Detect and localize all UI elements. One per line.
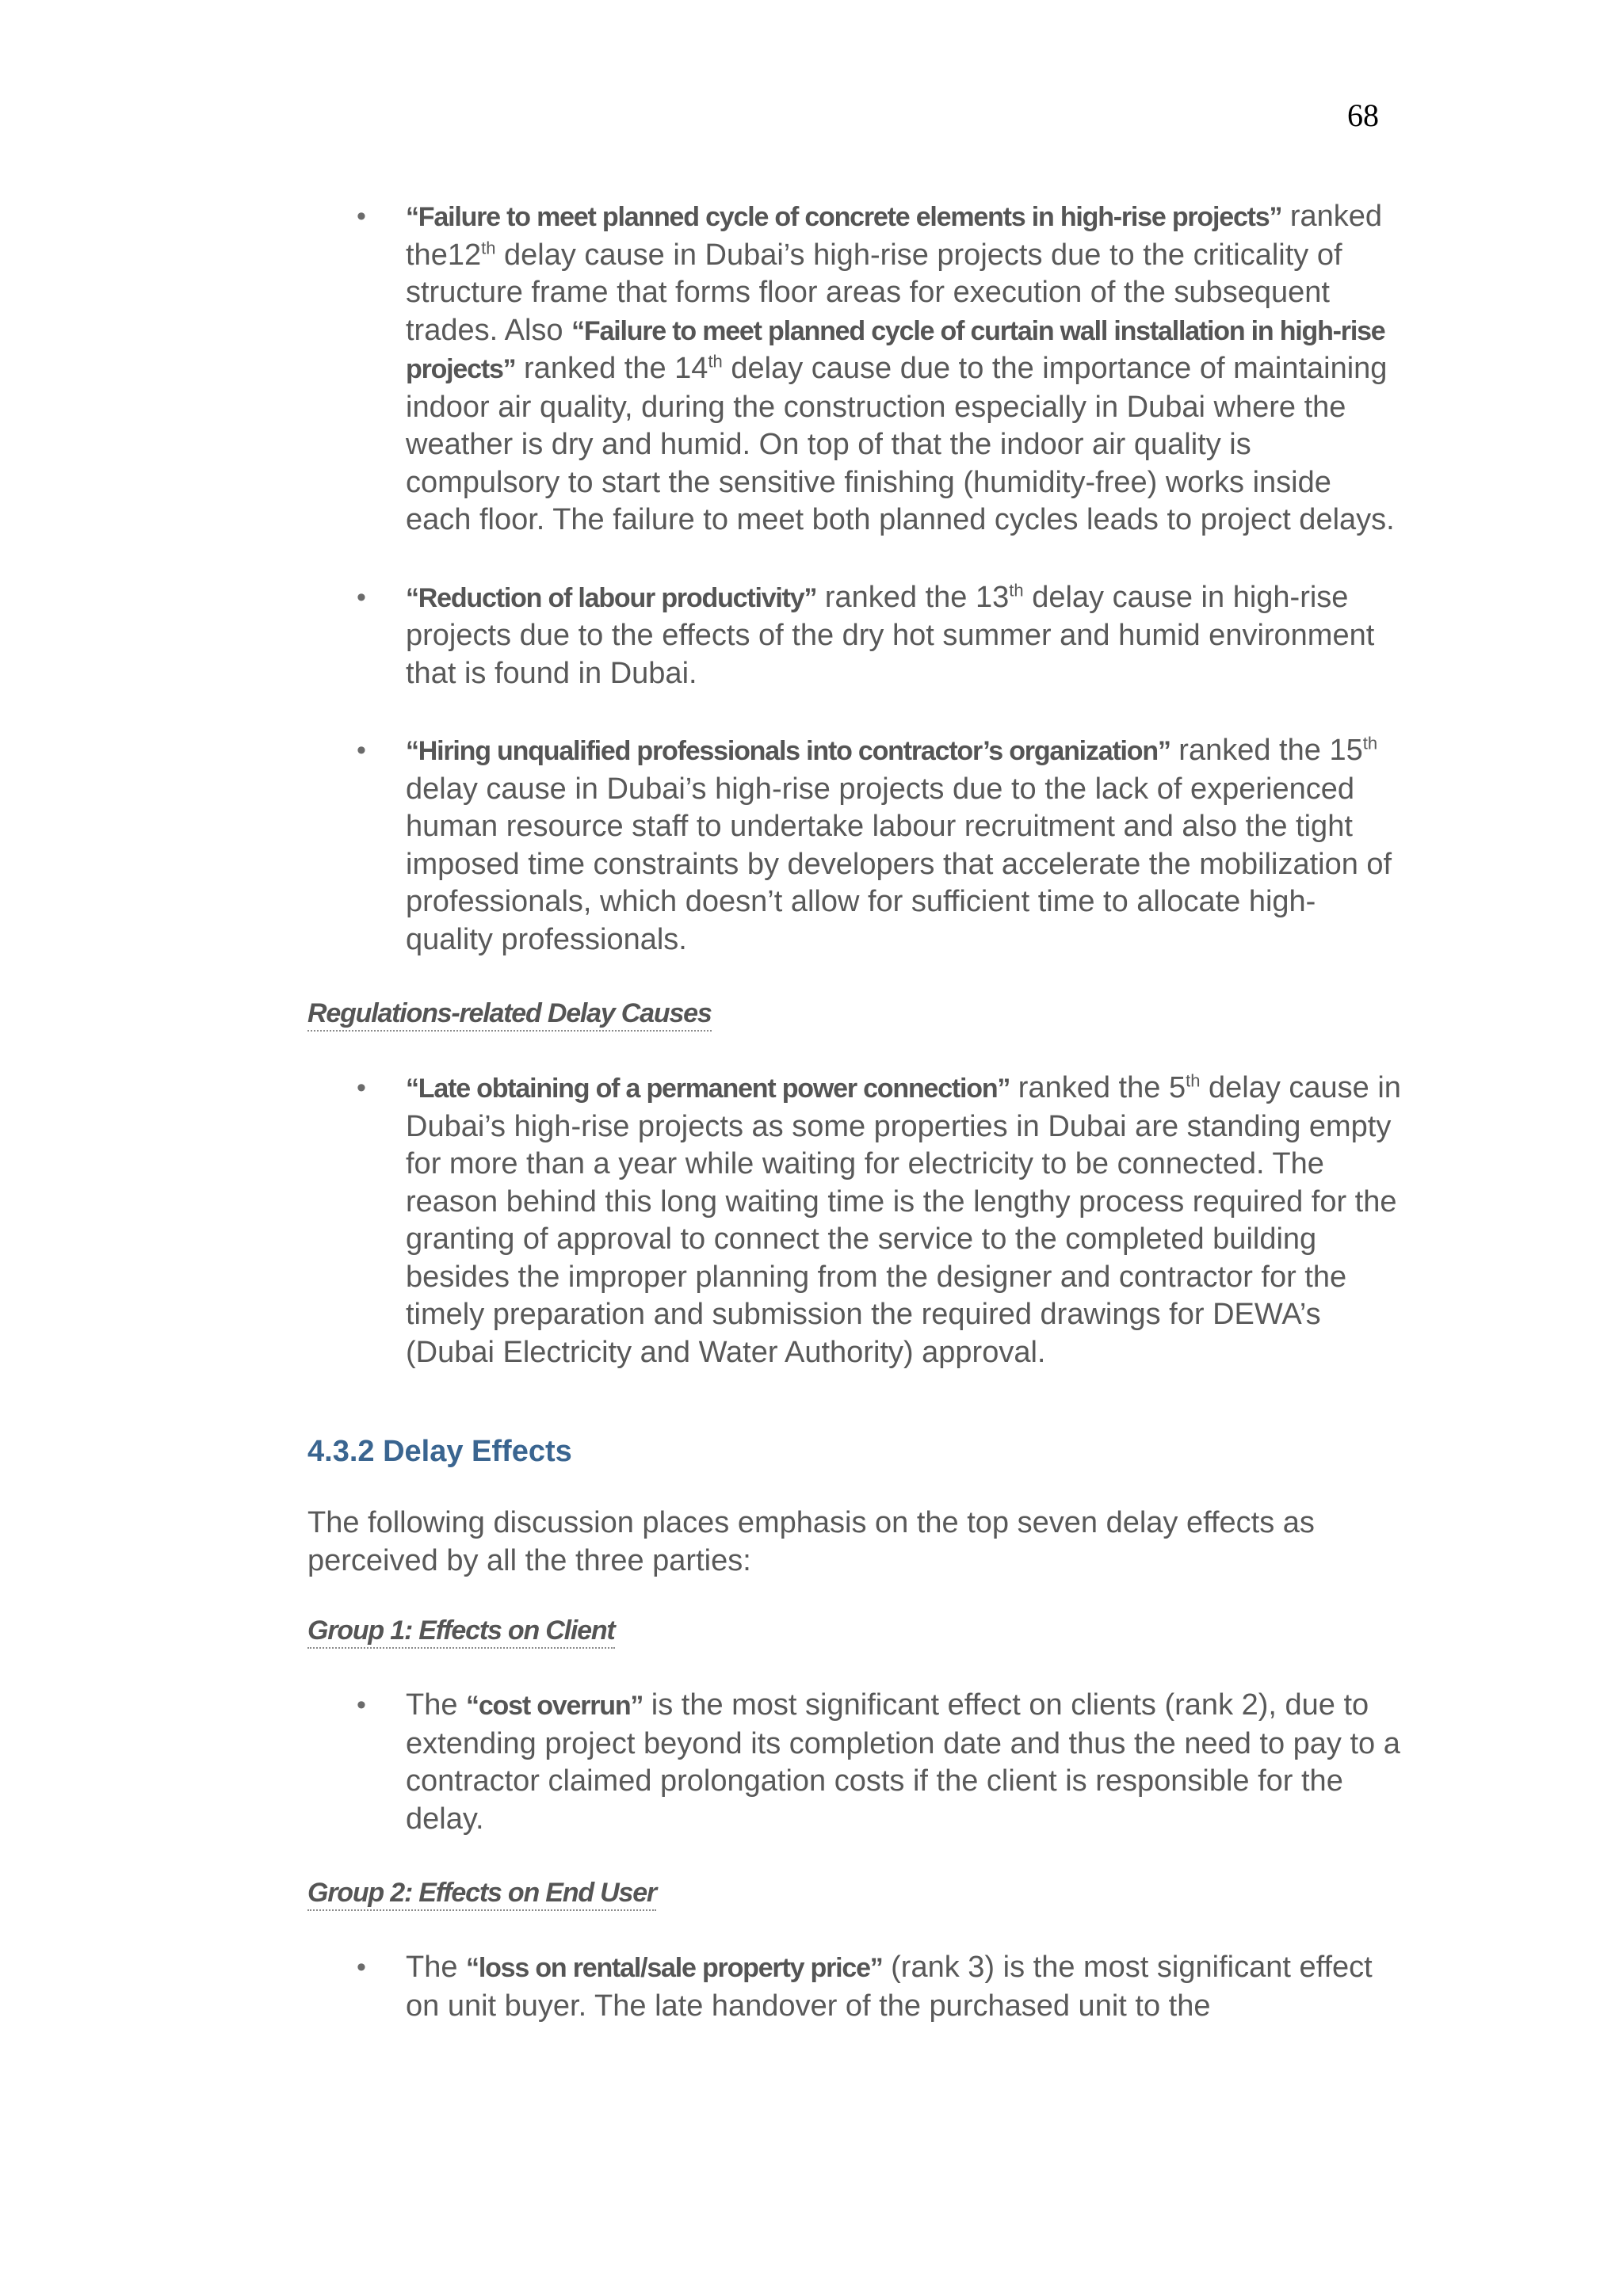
list-item: • The “cost overrun” is the most significant effect on clients (rank 2), due to extending project beyond its completion date and thus the need to pay to a contractor claimed prolongation costs if the client is responsible for the delay. [357,1688,1400,1836]
intro-paragraph: The following discussion places emphasis on the top seven delay effects as perceived by all the three parties: [307,1506,1315,1577]
list-item: • “Hiring unqualified professionals into contractor’s organization” ranked the 15th delay cause in Dubai’s high-rise projects due to the lack of experienced human resource staff to undertake labour recruitment and also the tight imposed time constraints by developers that accelerate the mobilization of professionals, which doesn’t allow for sufficient time to allocate high-quality professionals. [357,733,1392,956]
cause-title: “Failure to meet planned cycle of curtain wall installation in high-rise projects” [406,315,1385,384]
regulations-heading: Regulations-related Delay Causes [307,998,712,1032]
list-item: • The “loss on rental/sale property price” (rank 3) is the most significant effect on unit buyer. The late handover of the purchased unit to the [357,1951,1373,2023]
group1-list [307,1687,1401,1838]
list-item: • “Failure to meet planned cycle of concrete elements in high-rise projects” ranked the12th delay cause in Dubai’s high-rise projects due to the criticality of structure frame that forms floor areas for execution of the subsequent trades. Also “Failure to meet planned cycle of curtain wall installation in high-rise projects” ranked the 14th delay cause due to the importance of maintaining indoor air quality, during the construction especially in Dubai where the weather is dry and humid. On top of that the indoor air quality is compulsory to start the sensitive finishing (humidity-free) works inside each floor. The failure to meet both planned cycles leads to project delays. [357,200,1395,536]
list-item: • “Reduction of labour productivity” ranked the 13th delay cause in high-rise projects due to the effects of the dry hot summer and humid environment that is found in Dubai. [357,579,1375,690]
effect-title: “loss on rental/sale property price” [466,1953,883,1983]
group2-list [307,1949,1401,2025]
cause-title: “Hiring unqualified professionals into contractor’s organization” [406,736,1170,766]
bullet-icon: • [357,735,366,765]
list-item: • “Late obtaining of a permanent power connection” ranked the 5th delay cause in Dubai’s high-rise projects as some properties in Dubai are standing empty for more than a year while waiting for electricity to be connected. The reason behind this long waiting time is the lengthy process required for the granting of approval to connect the service to the completed building besides the improper planning from the designer and contractor for the timely preparation and submission the required drawings for DEWA’s (Dubai Electricity and Water Authority) approval. [357,1070,1401,1369]
delay-causes-list [307,198,1401,959]
bullet-icon: • [357,1073,366,1103]
page-number: 68 [1347,97,1379,133]
cause-title: “Reduction of labour productivity” [406,582,817,613]
page-content [307,198,1401,2065]
bullet-icon: • [357,201,366,231]
bullet-icon: • [357,1952,366,1982]
regulations-list [307,1070,1401,1371]
group2-heading: Group 2: Effects on End User [307,1878,656,1911]
cause-title: “Failure to meet planned cycle of concrete elements in high-rise projects” [406,202,1282,232]
bullet-icon: • [357,582,366,612]
cause-title: “Late obtaining of a permanent power connection” [406,1074,1010,1104]
bullet-icon: • [357,1690,366,1720]
section-heading: 4.3.2 Delay Effects [307,1435,572,1468]
effect-title: “cost overrun” [466,1691,643,1721]
group1-heading: Group 1: Effects on Client [307,1615,615,1649]
